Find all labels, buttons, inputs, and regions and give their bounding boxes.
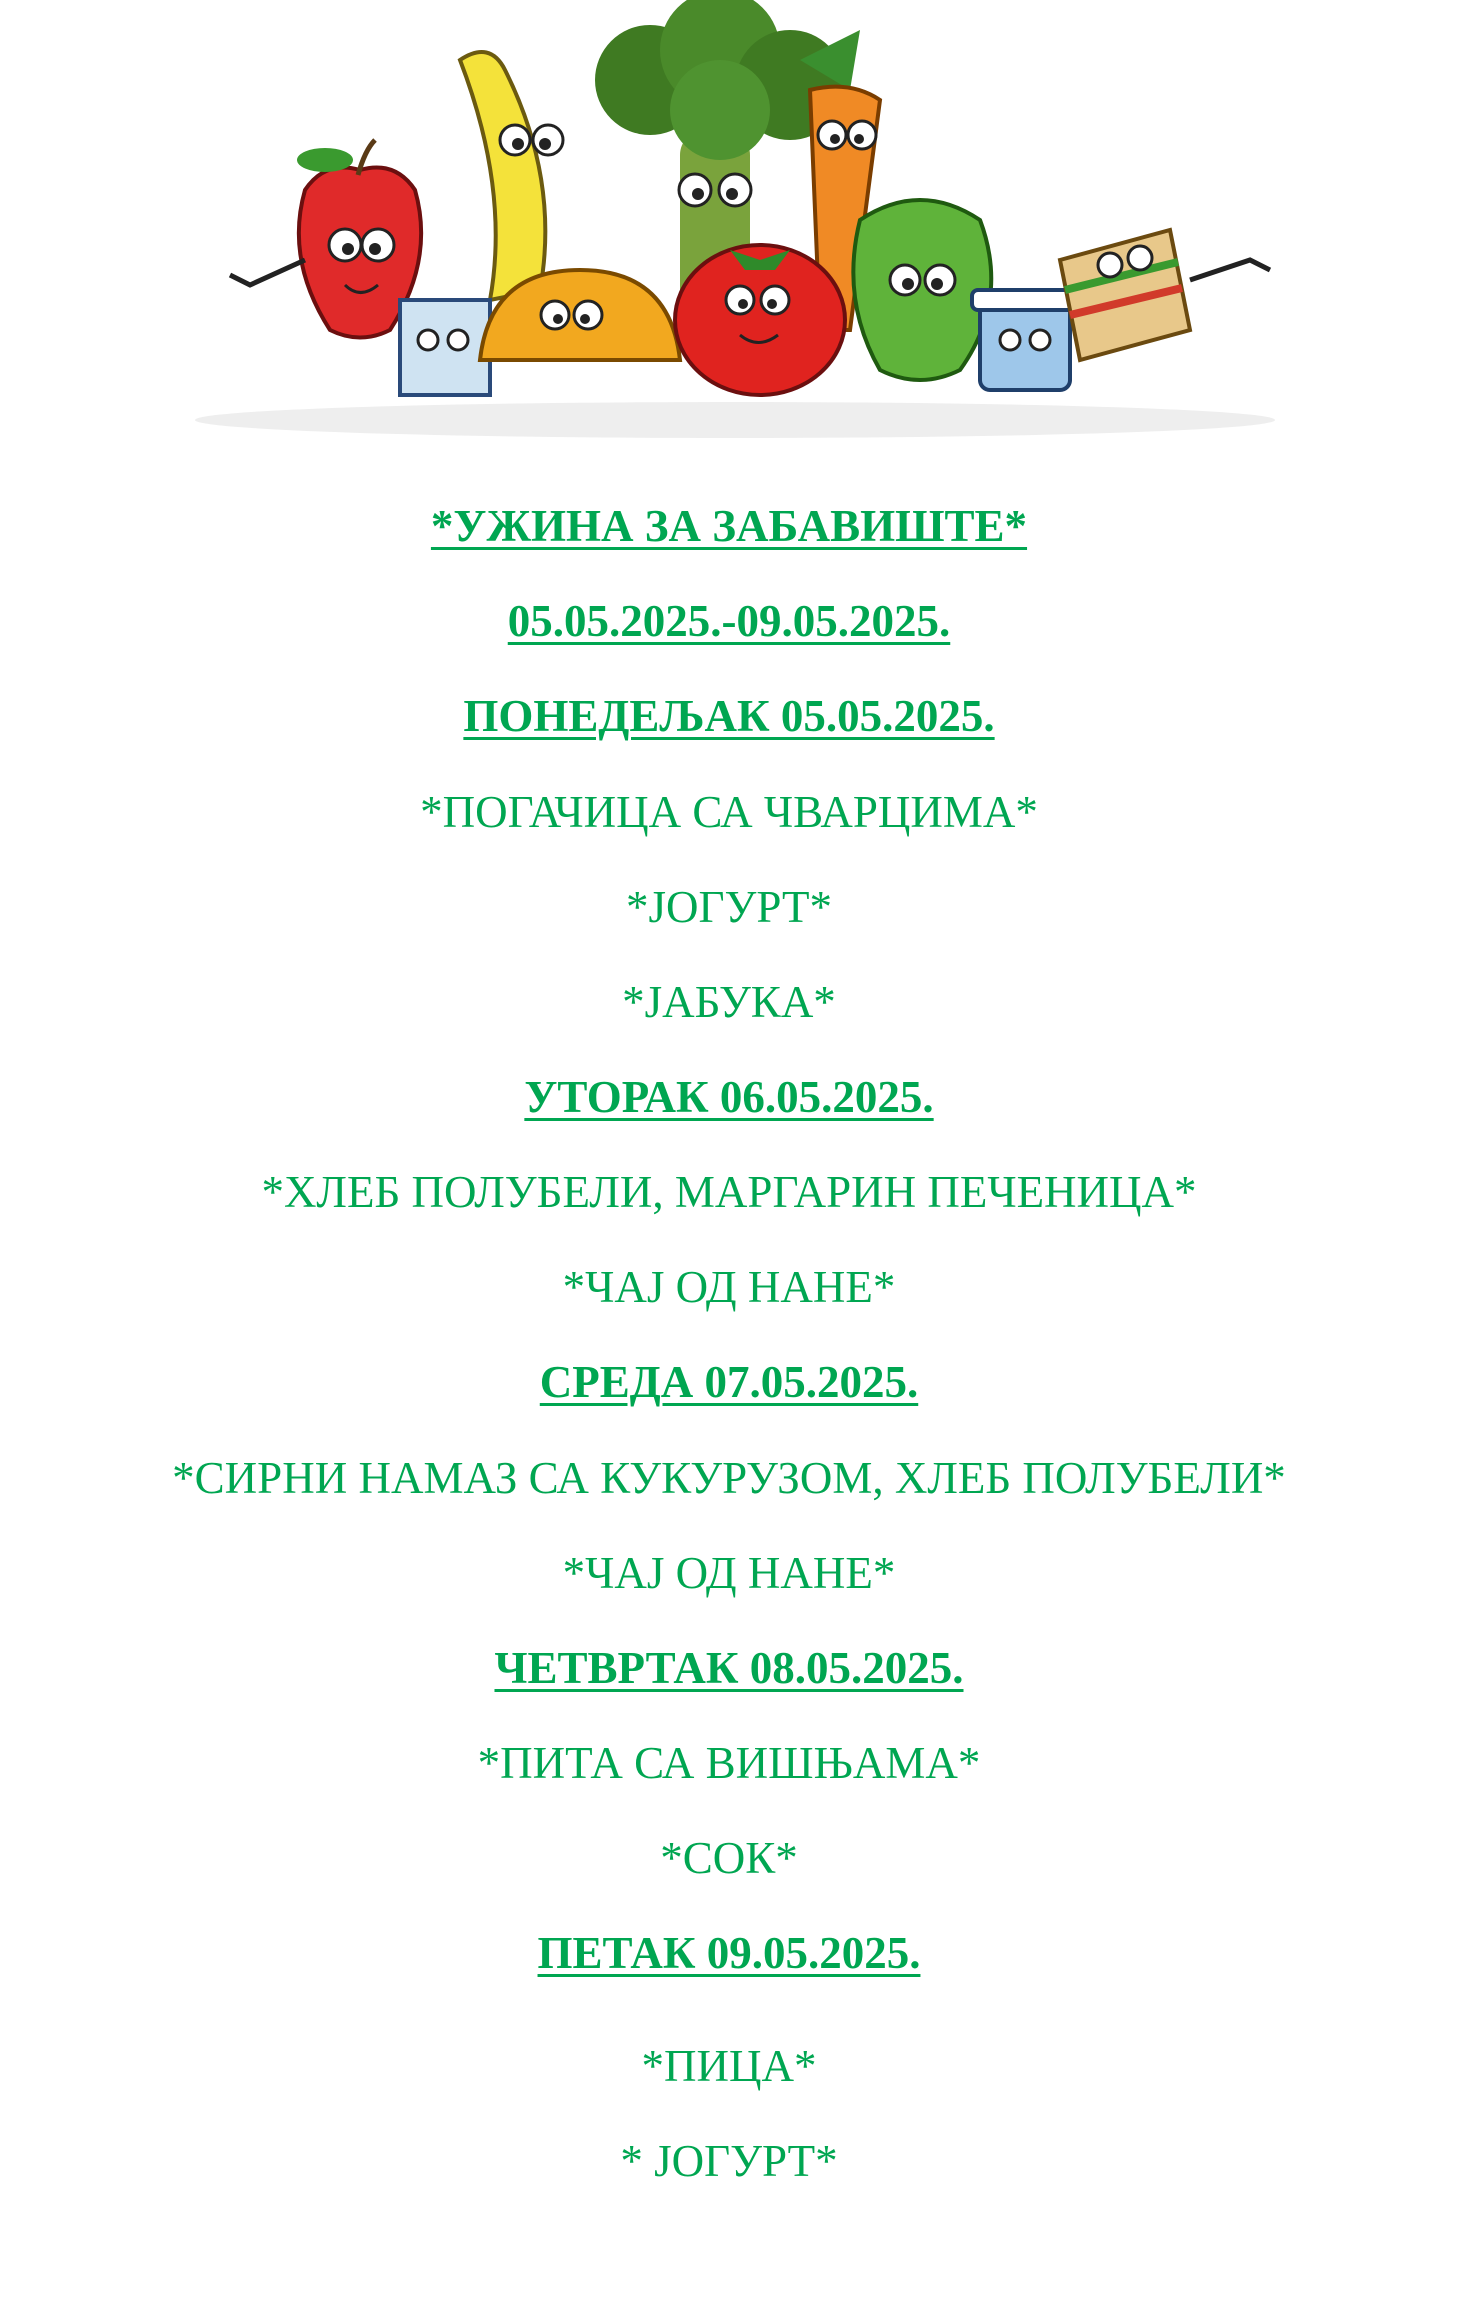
menu-item: *ЈОГУРТ* — [626, 882, 832, 932]
menu-item: *ХЛЕБ ПОЛУБЕЛИ, МАРГАРИН ПЕЧЕНИЦА* — [261, 1167, 1197, 1217]
menu-item: *ЧАЈ ОД НАНЕ* — [562, 1262, 896, 1312]
day-heading-tuesday: УТОРАК 06.05.2025. — [524, 1072, 934, 1122]
menu-item: *СОК* — [660, 1833, 798, 1883]
day-heading-friday: ПЕТАК 09.05.2025. — [537, 1928, 921, 1978]
yogurt-cup-character — [972, 290, 1078, 390]
menu-item: *ПИЦА* — [641, 2041, 817, 2091]
day-heading-wednesday: СРЕДА 07.05.2025. — [539, 1357, 919, 1407]
date-range: 05.05.2025.-09.05.2025. — [507, 596, 951, 646]
menu-item: *ЈАБУКА* — [622, 977, 836, 1027]
sandwich-character — [1060, 230, 1190, 360]
tomato-character — [675, 245, 845, 395]
pepper-character — [853, 200, 991, 380]
day-heading-monday: ПОНЕДЕЉАК 05.05.2025. — [463, 691, 995, 741]
menu-item: *СИРНИ НАМАЗ СА КУКУРУЗОМ, ХЛЕБ ПОЛУБЕЛИ* — [172, 1453, 1286, 1503]
menu-item: * ЈОГУРТ* — [620, 2136, 838, 2186]
menu-item: *ПИТА СА ВИШЊАМА* — [477, 1738, 981, 1788]
banana-character — [460, 52, 563, 300]
menu-item: *ЧАЈ ОД НАНЕ* — [562, 1548, 896, 1598]
menu-item: *ПОГАЧИЦА СА ЧВАРЦИМА* — [420, 787, 1038, 837]
milk-carton-character — [400, 300, 490, 395]
day-heading-thursday: ЧЕТВРТАК 08.05.2025. — [494, 1643, 964, 1693]
food-characters-illustration — [160, 0, 1310, 450]
menu-title: *УЖИНА ЗА ЗАБАВИШТЕ* — [430, 501, 1028, 551]
